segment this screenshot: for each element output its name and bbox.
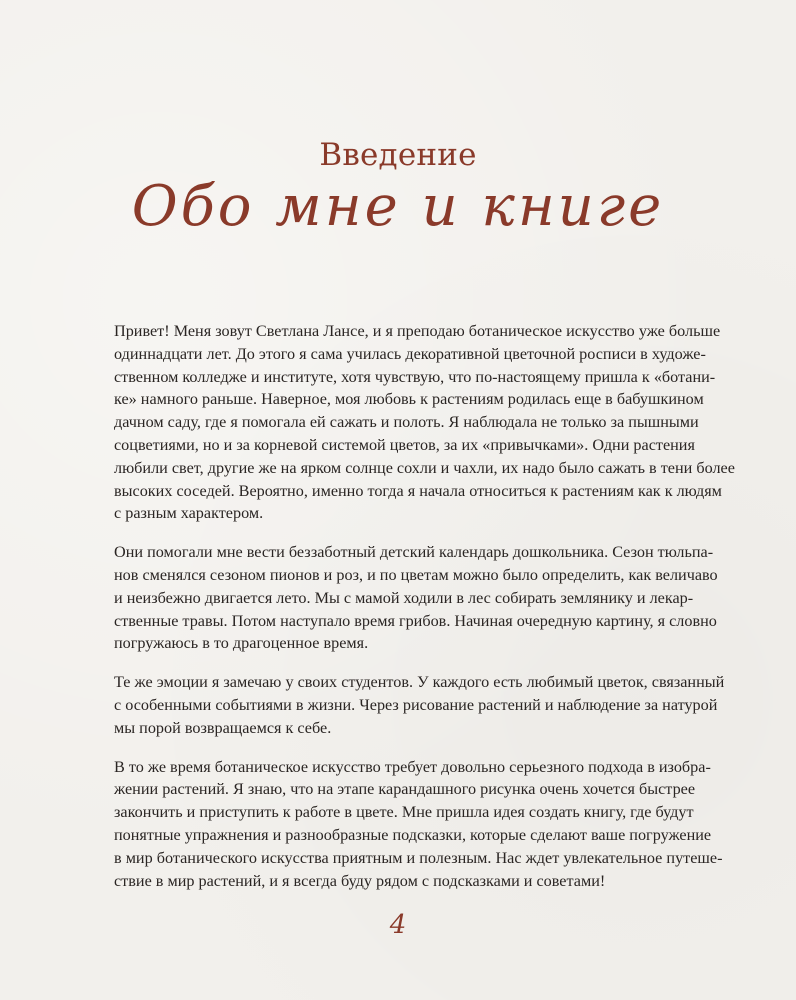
- paragraph-3: [114, 671, 725, 739]
- text-line: ственные травы. Потом наступало время грибов. Начиная очередную картину, я словно: [114, 611, 717, 630]
- chapter-subtitle: Введение: [319, 137, 477, 173]
- text-line: ственном колледже и институте, хотя чувствую, что по-настоящему пришла к «ботани-: [114, 367, 716, 386]
- text-line: с разным характером.: [114, 504, 264, 523]
- text-line: Привет! Меня зовут Светлана Лансе, и я преподаю ботаническое искусство уже больше: [114, 322, 721, 340]
- text-line: дачном саду, где я помогала ей сажать и полоть. Я наблюдала не только за пышными: [114, 413, 699, 432]
- page-number: 4: [389, 910, 407, 940]
- text-line: Те же эмоции я замечаю у своих студентов. У каждого есть любимый цветок, связанный: [114, 673, 725, 692]
- text-line: погружаюсь в то драгоценное время.: [114, 634, 369, 653]
- text-line: В то же время ботаническое искусство требует довольно серьезного подхода в изобра-: [114, 757, 711, 776]
- text-line: ствие в мир растений, и я всегда буду рядом с подсказками и советами!: [114, 871, 606, 890]
- text-line: любили свет, другие же на ярком солнце сохли и чахли, их надо было сажать в тени более: [114, 458, 735, 477]
- paragraph-1: [114, 320, 735, 525]
- chapter-title: Обо мне и книге: [131, 174, 665, 239]
- paragraph-4: [114, 756, 723, 893]
- text-line: Они помогали мне вести беззаботный детский календарь дошкольника. Сезон тюльпа-: [114, 543, 714, 562]
- text-line: мы порой возвращаемся к себе.: [114, 718, 332, 737]
- text-line: жении растений. Я знаю, что на этапе карандашного рисунка очень хочется быстрее: [114, 780, 696, 799]
- text-line: соцветиями, но и за корневой системой цветов, за их «привычками». Одни растения: [114, 435, 695, 454]
- text-line: понятные упражнения и разнообразные подсказки, которые сделают ваше погружение: [114, 825, 712, 844]
- body-text: [114, 320, 735, 908]
- paragraph-2: [114, 541, 718, 655]
- text-line: в мир ботанического искусства приятным и полезным. Нас ждет увлекательное путеше-: [114, 848, 723, 867]
- text-line: высоких соседей. Вероятно, именно тогда я начала относиться к растениям как к людям: [114, 481, 722, 500]
- chapter-header: [0, 135, 796, 175]
- text-line: и неизбежно двигается лето. Мы с мамой ходили в лес собирать землянику и лекар-: [114, 588, 694, 607]
- text-line: нов сменялся сезоном пионов и роз, и по цветам можно было определить, как величаво: [114, 565, 718, 584]
- text-line: ке» намного раньше. Наверное, моя любовь к растениям родилась еще в бабушкином: [114, 390, 704, 409]
- text-line: с особенными событиями в жизни. Через рисование растений и наблюдение за натурой: [114, 695, 718, 714]
- text-line: одиннадцати лет. До этого я сама училась декоративной цветочной росписи в художе-: [114, 344, 706, 363]
- text-line: закончить и приступить к работе в цвете. Мне пришла идея создать книгу, где будут: [114, 803, 694, 822]
